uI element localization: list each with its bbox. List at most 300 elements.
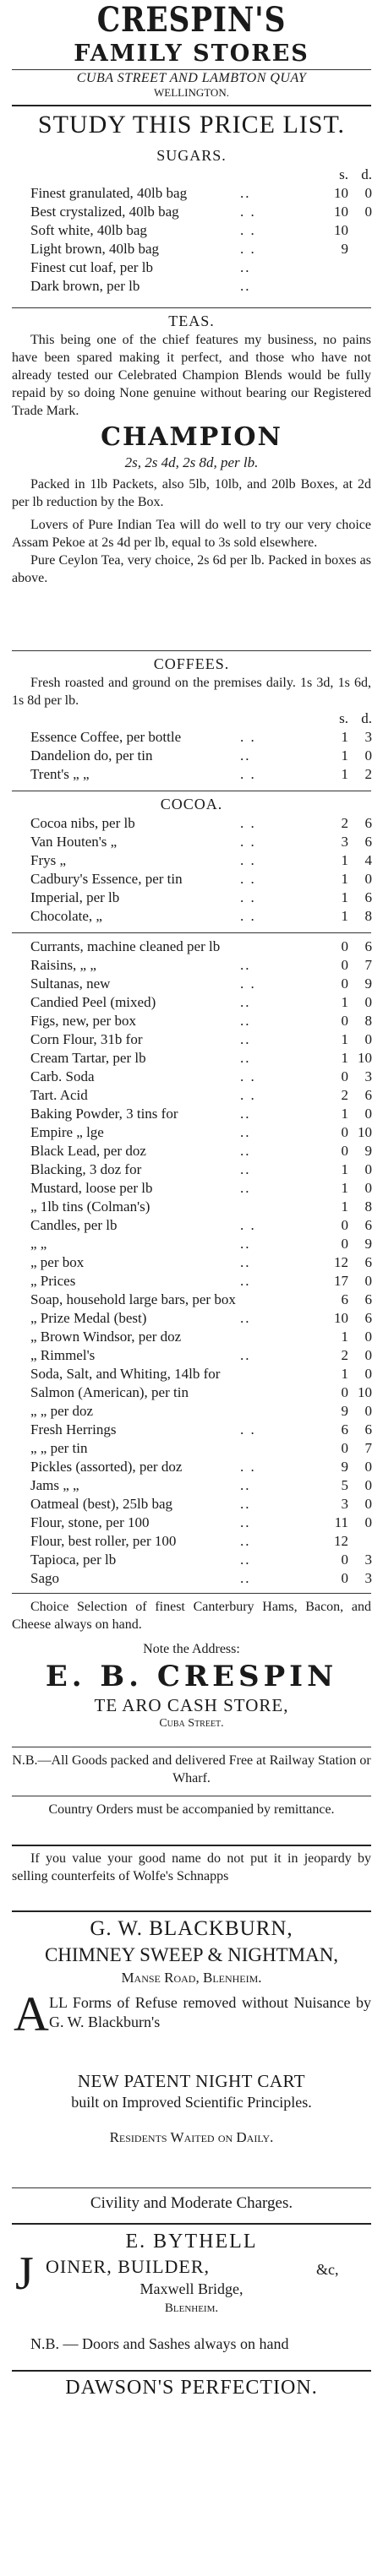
shillings: 6 <box>341 1291 348 1307</box>
price-row <box>12 1365 371 1383</box>
leader-dots: . . <box>240 976 256 992</box>
item-name: Black Lead, per doz <box>30 1143 146 1159</box>
bythell-city: Blenheim. <box>164 2302 219 2315</box>
sundries-list <box>12 937 371 1588</box>
shillings: 0 <box>341 1217 348 1233</box>
divider <box>12 650 371 651</box>
price-row <box>12 1216 371 1235</box>
built-text: built on Improved Scientific Principles. <box>71 2094 312 2111</box>
shillings: 1 <box>341 871 348 887</box>
divider <box>12 1910 371 1912</box>
champion-prices: 2s, 2s 4d, 2s 8d, per lb. <box>124 454 259 470</box>
price-row <box>12 1514 371 1532</box>
price-row <box>12 1086 371 1105</box>
crespin-header <box>0 0 383 68</box>
price-row <box>12 1458 371 1476</box>
item-name: Empire „ lge <box>30 1124 104 1140</box>
coffees-section <box>0 654 383 784</box>
pence: 0 <box>364 747 372 764</box>
price-row <box>12 240 371 258</box>
item-name: Van Houten's „ <box>30 834 118 850</box>
leader-dots: . . <box>240 871 256 887</box>
shillings: 12 <box>334 1254 348 1270</box>
pence: 0 <box>364 1347 372 1363</box>
shillings-header: s. <box>339 166 348 182</box>
crespin-subtitle: FAMILY STORES <box>74 41 309 67</box>
leader-dots: .. <box>240 1236 251 1252</box>
shillings: 1 <box>341 852 348 868</box>
item-name: „ Rimmel's <box>30 1347 96 1363</box>
price-row <box>12 1105 371 1123</box>
price-row <box>12 1160 371 1179</box>
leader-dots: . . <box>240 241 256 257</box>
shillings: 3 <box>341 1496 348 1512</box>
pence: 6 <box>364 938 372 954</box>
leader-dots: .. <box>240 1143 251 1159</box>
price-row <box>12 1532 371 1551</box>
leader-dots: .. <box>240 957 251 973</box>
item-name: Mustard, loose per lb <box>30 1180 153 1196</box>
leader-dots: .. <box>240 1180 251 1196</box>
pence: 10 <box>358 1384 372 1400</box>
coffees-heading: COFFEES. <box>153 655 230 672</box>
leader-dots: . . <box>240 852 256 868</box>
price-row <box>12 1551 371 1569</box>
pence: 0 <box>364 994 372 1010</box>
cocoa-list <box>12 814 371 926</box>
pence: 6 <box>364 1254 372 1270</box>
pence: 4 <box>364 852 372 868</box>
price-row <box>12 747 371 765</box>
leader-dots: .. <box>240 259 251 275</box>
shillings: 0 <box>341 1384 348 1400</box>
pence: 10 <box>358 1124 372 1140</box>
leader-dots: .. <box>240 1514 251 1530</box>
shillings-header: s. <box>339 710 348 726</box>
bythell-etc: &c, <box>316 2261 339 2278</box>
item-name: Soda, Salt, and Whiting, 14lb for <box>30 1366 221 1382</box>
item-name: Blacking, 3 doz for <box>30 1161 142 1177</box>
pence: 6 <box>364 1291 372 1307</box>
shillings: 9 <box>341 1459 348 1475</box>
item-name: „ Prize Medal (best) <box>30 1310 147 1326</box>
pence: 0 <box>364 204 372 220</box>
pence: 0 <box>364 1496 372 1512</box>
item-name: Best crystalized, 40lb bag <box>30 204 179 220</box>
leader-dots: . . <box>240 834 256 850</box>
wolfe-ad <box>0 1850 383 1885</box>
blackburn-ad <box>0 1916 383 1988</box>
column-header-row <box>12 709 371 728</box>
shillings: 1 <box>341 889 348 905</box>
sundries-section <box>0 937 383 1588</box>
shillings: 1 <box>341 747 348 764</box>
pence: 0 <box>364 1161 372 1177</box>
price-row <box>12 889 371 907</box>
leader-dots: . . <box>240 1217 256 1233</box>
shillings: 6 <box>341 1421 348 1437</box>
price-row <box>12 728 371 747</box>
shillings: 0 <box>341 1236 348 1252</box>
shillings: 9 <box>341 1403 348 1419</box>
shillings: 2 <box>341 1347 348 1363</box>
pence: 0 <box>364 1329 372 1345</box>
pence: 7 <box>364 957 372 973</box>
item-name: Soap, household large bars, per box <box>30 1291 236 1307</box>
pence-header: d. <box>361 166 372 182</box>
shillings: 1 <box>341 1366 348 1382</box>
pence: 7 <box>364 1440 372 1456</box>
item-name: Finest cut loaf, per lb <box>30 259 153 275</box>
crespin-name: E. B. CRESPIN <box>45 1660 338 1693</box>
leader-dots: .. <box>240 1013 251 1029</box>
ceylon-text: Pure Ceylon Tea, very choice, 2s 6d per lb. Packed in boxes as above. <box>12 553 371 585</box>
shillings: 0 <box>341 1143 348 1159</box>
leader-dots: .. <box>240 1031 251 1047</box>
item-name: Raisins, „ „ <box>30 957 96 973</box>
pence: 6 <box>364 1217 372 1233</box>
item-name: „ per box <box>30 1254 85 1270</box>
pence: 9 <box>364 976 372 992</box>
column-header-row <box>12 166 371 184</box>
leader-dots: .. <box>240 1570 251 1586</box>
crespin-closing <box>0 1598 383 1731</box>
shillings: 0 <box>341 938 348 954</box>
pence: 3 <box>364 1570 372 1586</box>
price-row <box>12 1291 371 1309</box>
study-heading: STUDY THIS PRICE LIST. <box>37 111 346 139</box>
price-row <box>12 1346 371 1365</box>
shillings: 0 <box>341 1068 348 1084</box>
item-name: Jams „ „ <box>30 1477 79 1493</box>
shillings: 2 <box>341 815 348 831</box>
crespin-address: CUBA STREET AND LAMBTON QUAY <box>76 71 307 85</box>
leader-dots: .. <box>240 1347 251 1363</box>
pence: 2 <box>364 766 372 782</box>
choice-text: Choice Selection of finest Canterbury Hams, Bacon, and Cheese always on hand. <box>12 1600 371 1632</box>
price-row <box>12 184 371 203</box>
pence: 6 <box>364 1310 372 1326</box>
item-name: Trent's „ „ <box>30 766 90 782</box>
item-name: „ Brown Windsor, per doz <box>30 1329 182 1345</box>
price-row <box>12 1235 371 1253</box>
price-row <box>12 993 371 1012</box>
divider <box>12 1593 371 1594</box>
shillings: 0 <box>341 1552 348 1568</box>
cocoa-section <box>0 794 383 926</box>
price-row <box>12 221 371 240</box>
leader-dots: . . <box>240 1068 256 1084</box>
price-row <box>12 833 371 851</box>
shillings: 1 <box>341 1161 348 1177</box>
shillings: 1 <box>341 1198 348 1215</box>
pence-header: d. <box>361 710 372 726</box>
price-row <box>12 1476 371 1495</box>
item-name: „ „ per doz <box>30 1403 94 1419</box>
shillings: 1 <box>341 1031 348 1047</box>
item-name: Candles, per lb <box>30 1217 118 1233</box>
store-name: TE ARO CASH STORE, <box>94 1695 289 1715</box>
leader-dots: .. <box>240 1161 251 1177</box>
item-name: Frys „ <box>30 852 67 868</box>
shillings: 1 <box>341 1329 348 1345</box>
pence: 0 <box>364 1273 372 1289</box>
item-name: Sago <box>30 1570 59 1586</box>
item-name: Tart. Acid <box>30 1087 88 1103</box>
pence: 0 <box>364 1514 372 1530</box>
night-cart: NEW PATENT NIGHT CART <box>77 2071 306 2091</box>
leader-dots: .. <box>240 1124 251 1140</box>
pence: 6 <box>364 889 372 905</box>
leader-dots: . . <box>240 1459 256 1475</box>
shillings: 10 <box>334 204 348 220</box>
leader-dots: .. <box>240 1496 251 1512</box>
price-row <box>12 814 371 833</box>
pence: 0 <box>364 1477 372 1493</box>
shillings: 1 <box>341 729 348 745</box>
price-row <box>12 1012 371 1030</box>
price-row <box>12 203 371 221</box>
leader-dots: .. <box>240 747 251 764</box>
note-address: Note the Address: <box>143 1642 240 1656</box>
crespin-city: WELLINGTON. <box>154 86 229 99</box>
leader-dots: . . <box>240 729 256 745</box>
pence: 3 <box>364 729 372 745</box>
item-name: Pickles (assorted), per doz <box>30 1459 183 1475</box>
pence: 8 <box>364 1198 372 1215</box>
price-row <box>12 765 371 784</box>
price-row <box>12 1328 371 1346</box>
item-name: Imperial, per lb <box>30 889 120 905</box>
price-row <box>12 1402 371 1421</box>
pence: 10 <box>358 1050 372 1066</box>
leader-dots: .. <box>240 1050 251 1066</box>
shillings: 1 <box>341 1180 348 1196</box>
price-row <box>12 1198 371 1216</box>
shillings: 0 <box>341 1440 348 1456</box>
leader-dots: .. <box>240 185 251 201</box>
bythell-trade: OINER, BUILDER, <box>46 2256 211 2277</box>
nb-text: N.B.—All Goods packed and delivered Free at Railway Station or Wharf. <box>12 1753 371 1785</box>
divider <box>12 2187 371 2188</box>
divider <box>12 1845 371 1846</box>
price-row <box>12 1068 371 1086</box>
leader-dots: .. <box>240 1477 251 1493</box>
shillings: 2 <box>341 1087 348 1103</box>
leader-dots: . . <box>240 222 256 238</box>
divider <box>12 69 371 70</box>
shillings: 0 <box>341 1124 348 1140</box>
price-row <box>12 1309 371 1328</box>
dawson-ad <box>0 2375 383 2400</box>
item-name: Baking Powder, 3 tins for <box>30 1106 178 1122</box>
item-name: Finest granulated, 40lb bag <box>30 185 188 201</box>
divider <box>12 105 371 106</box>
shillings: 10 <box>334 222 348 238</box>
pence: 9 <box>364 1143 372 1159</box>
dropcap-j: J <box>15 2247 34 2300</box>
blackburn-address: Manse Road, Blenheim. <box>121 1970 262 1986</box>
shillings: 0 <box>341 976 348 992</box>
price-row <box>12 1049 371 1068</box>
pence: 9 <box>364 1236 372 1252</box>
price-row <box>12 1142 371 1160</box>
shillings: 1 <box>341 1050 348 1066</box>
price-row <box>12 1253 371 1272</box>
item-name: Soft white, 40lb bag <box>30 222 147 238</box>
teas-section <box>0 311 383 587</box>
dropcap-a: A <box>14 1986 49 2041</box>
price-row <box>12 937 371 956</box>
price-row <box>12 1272 371 1291</box>
shillings: 17 <box>334 1273 348 1289</box>
shillings: 11 <box>334 1514 348 1530</box>
cocoa-heading: COCOA. <box>160 796 223 812</box>
leader-dots: .. <box>240 1273 251 1289</box>
shillings: 0 <box>341 1013 348 1029</box>
price-row <box>12 277 371 296</box>
shillings: 3 <box>341 834 348 850</box>
divider <box>12 2223 371 2225</box>
teas-text: This being one of the chief features my business, no pains have been spared making it perfect, and those who have not already tested our Celebrated Champion Blends would be fully repaid by so doing None genuine without bearing our Registered Trade Mark. <box>12 333 371 418</box>
leader-dots: . . <box>240 815 256 831</box>
bythell-ad <box>0 2228 383 2354</box>
item-name: Flour, best roller, per 100 <box>30 1533 177 1549</box>
shillings: 1 <box>341 766 348 782</box>
item-name: Dark brown, per lb <box>30 278 140 294</box>
blackburn-body-text: LL Forms of Refuse removed without Nuisance by G. W. Blackburn's <box>49 1994 371 2030</box>
price-row <box>12 1495 371 1514</box>
item-name: Light brown, 40lb bag <box>30 241 160 257</box>
pence: 3 <box>364 1068 372 1084</box>
crespin-title: CRESPIN'S <box>96 0 287 40</box>
price-row <box>12 1030 371 1049</box>
pence: 0 <box>364 1459 372 1475</box>
shillings: 10 <box>334 1310 348 1326</box>
shillings: 1 <box>341 994 348 1010</box>
item-name: Currants, machine cleaned per lb <box>30 938 221 954</box>
shillings: 5 <box>341 1477 348 1493</box>
item-name: Corn Flour, 31b for <box>30 1031 143 1047</box>
item-name: Candied Peel (mixed) <box>30 994 156 1010</box>
pence: 8 <box>364 908 372 924</box>
shillings: 0 <box>341 1570 348 1586</box>
pence: 0 <box>364 1403 372 1419</box>
pence: 0 <box>364 871 372 887</box>
dawson-title: DAWSON'S PERFECTION. <box>65 2377 318 2399</box>
item-name: Tapioca, per lb <box>30 1552 117 1568</box>
bythell-nb: N.B. — Doors and Sashes always on hand <box>30 2335 289 2352</box>
nb-block <box>0 1752 383 1787</box>
blackburn-body <box>0 1986 383 2148</box>
price-row <box>12 975 371 993</box>
item-name: Salmon (American), per tin <box>30 1384 189 1400</box>
price-row <box>12 1569 371 1588</box>
price-row <box>12 851 371 870</box>
leader-dots: . . <box>240 766 256 782</box>
divider <box>12 2370 371 2372</box>
price-row <box>12 956 371 975</box>
sugars-section <box>0 145 383 296</box>
leader-dots: . . <box>240 1087 256 1103</box>
leader-dots: .. <box>240 994 251 1010</box>
civility-text: Civility and Moderate Charges. <box>90 2194 293 2212</box>
teas-heading: TEAS. <box>168 312 215 329</box>
pence: 0 <box>364 1031 372 1047</box>
coffees-list <box>12 728 371 784</box>
leader-dots: . . <box>240 204 256 220</box>
champion-title: CHAMPION <box>101 422 282 452</box>
item-name: Fresh Herrings <box>30 1421 117 1437</box>
sugars-list <box>12 184 371 296</box>
bythell-name: E. BYTHELL <box>125 2231 258 2253</box>
shillings: 12 <box>334 1533 348 1549</box>
pence: 0 <box>364 185 372 201</box>
blackburn-name: G. W. BLACKBURN, <box>90 1917 293 1940</box>
pence: 6 <box>364 815 372 831</box>
item-name: Cocoa nibs, per lb <box>30 815 135 831</box>
study-block <box>0 110 383 140</box>
crespin-address-block <box>0 71 383 99</box>
pence: 6 <box>364 1087 372 1103</box>
pence: 0 <box>364 1180 372 1196</box>
item-name: „ Prices <box>30 1273 76 1289</box>
item-name: „ „ <box>30 1236 47 1252</box>
civility-block <box>0 2193 383 2215</box>
pence: 0 <box>364 1106 372 1122</box>
pence: 8 <box>364 1013 372 1029</box>
shillings: 9 <box>341 241 348 257</box>
item-name: „ 1lb tins (Colman's) <box>30 1198 150 1215</box>
leader-dots: .. <box>240 1310 251 1326</box>
bythell-address: Maxwell Bridge, <box>140 2280 243 2297</box>
price-row <box>12 1123 371 1142</box>
residents-text: Residents Waited on Daily. <box>109 2129 274 2145</box>
item-name: Carb. Soda <box>30 1068 95 1084</box>
divider <box>12 932 371 933</box>
pence: 6 <box>364 1421 372 1437</box>
divider <box>12 307 371 308</box>
shillings: 1 <box>341 908 348 924</box>
price-row <box>12 258 371 277</box>
shillings: 10 <box>334 185 348 201</box>
price-row <box>12 1383 371 1402</box>
sugars-heading: SUGARS. <box>156 147 227 164</box>
leader-dots: .. <box>240 1106 251 1122</box>
shillings: 0 <box>341 957 348 973</box>
pence: 6 <box>364 834 372 850</box>
lovers-text: Lovers of Pure Indian Tea will do well to try our very choice Assam Pekoe at 2s 4d per lb, equal to 3s sold elsewhere. <box>12 518 371 550</box>
item-name: Figs, new, per box <box>30 1013 136 1029</box>
coffees-intro: Fresh roasted and ground on the premises daily. 1s 3d, 1s 6d, 1s 8d per lb. <box>12 676 371 708</box>
price-row <box>12 907 371 926</box>
price-row <box>12 1179 371 1198</box>
item-name: „ „ per tin <box>30 1440 88 1456</box>
price-row <box>12 870 371 889</box>
pence: 3 <box>364 1552 372 1568</box>
shillings: 1 <box>341 1106 348 1122</box>
item-name: Cream Tartar, per lb <box>30 1050 146 1066</box>
item-name: Dandelion do, per tin <box>30 747 153 764</box>
leader-dots: .. <box>240 1254 251 1270</box>
blackburn-trade: CHIMNEY SWEEP & NIGHTMAN, <box>44 1944 339 1965</box>
item-name: Sultanas, new <box>30 976 111 992</box>
leader-dots: . . <box>240 889 256 905</box>
store-street: Cuba Street. <box>159 1717 224 1730</box>
price-row <box>12 1421 371 1439</box>
item-name: Cadbury's Essence, per tin <box>30 871 183 887</box>
country-block <box>0 1801 383 1818</box>
